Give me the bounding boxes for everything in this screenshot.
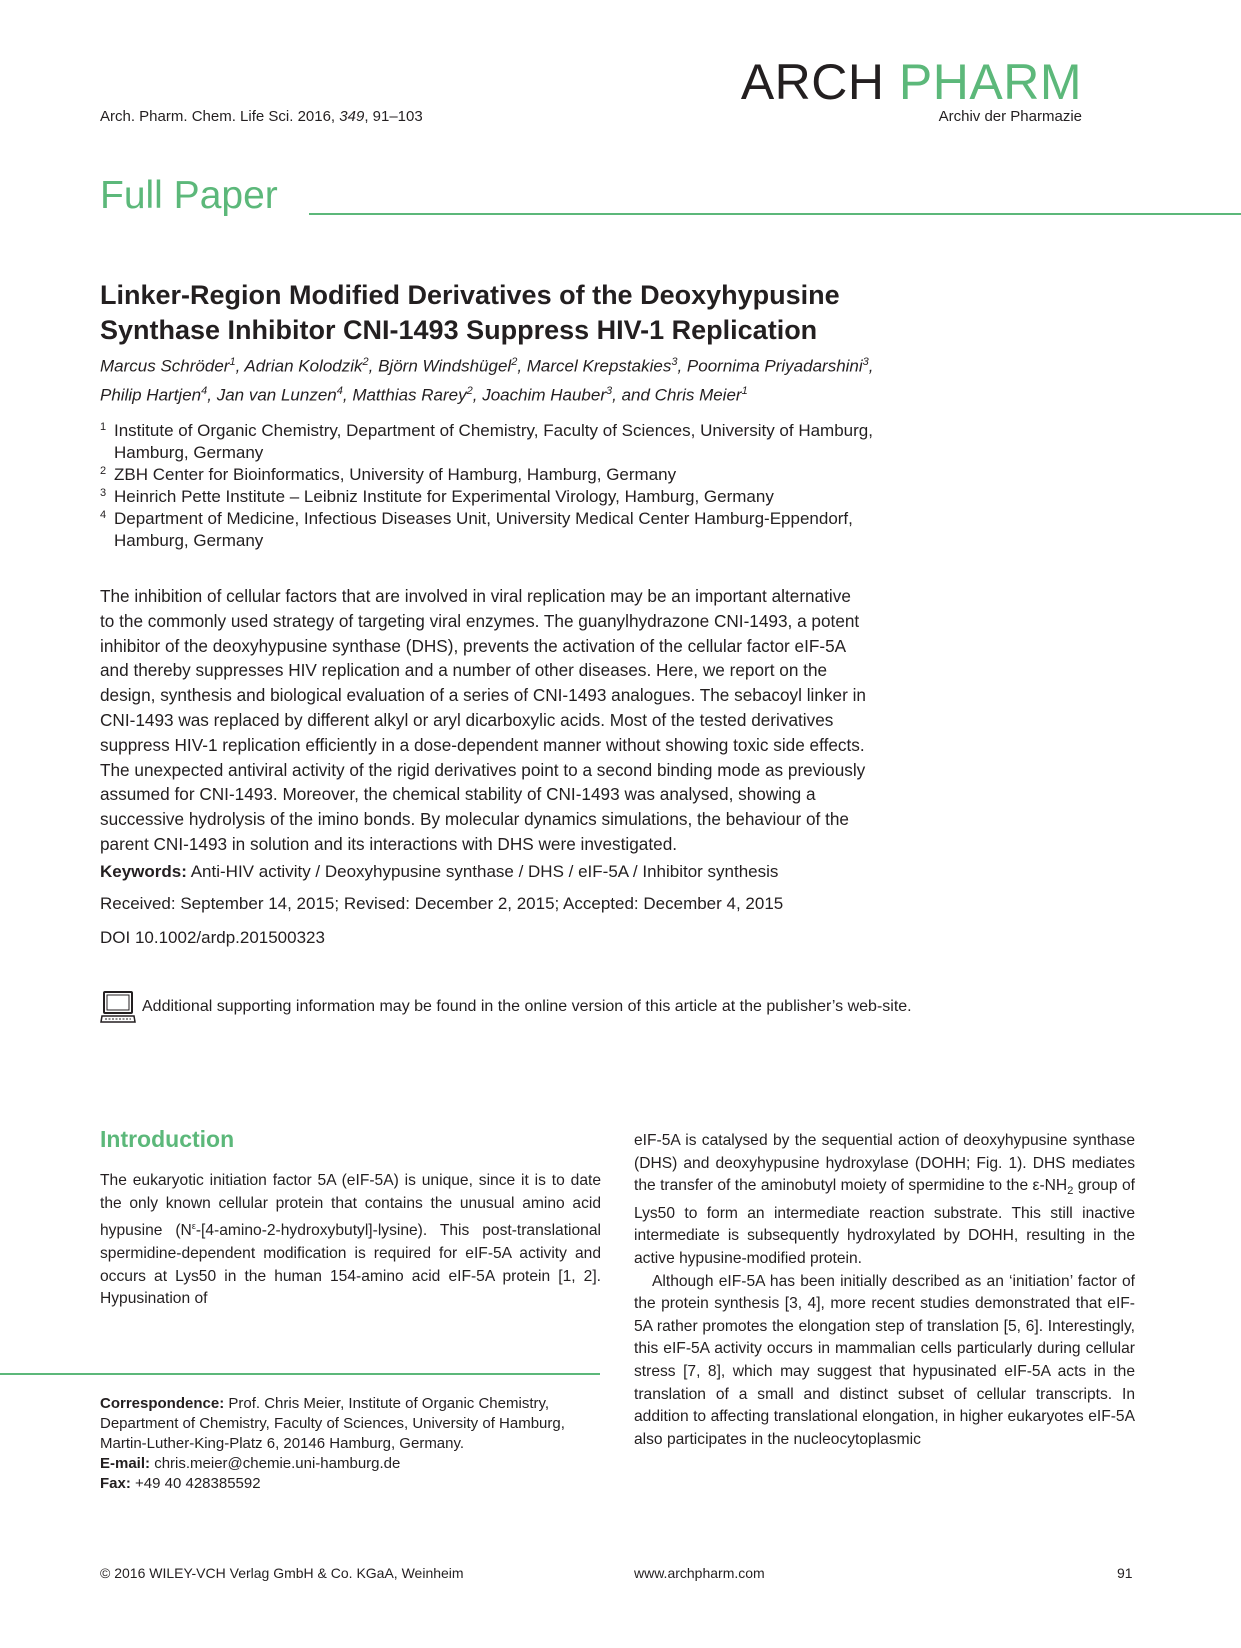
journal-reference: Arch. Pharm. Chem. Life Sci. 2016, 349, 91–103 [100, 108, 423, 125]
author-name: Adrian Kolodzik [244, 356, 363, 376]
abstract-line: The unexpected antiviral activity of the rigid derivatives point to a second binding mode as previously [100, 759, 866, 780]
affiliation-4: 4 Department of Medicine, Infectious Diseases Unit, University Medical Center Hamburg-Eppendorf, Hamburg, Germany [100, 509, 853, 550]
header-rule [309, 213, 1241, 215]
author-list: Marcus Schröder$^1$, Adrian Kolodzik$^2$, Björn Windshügel$^2$, Marcel Krepstakies$^3$, Poornima Priyadarshini$^3$, Philip Hartjen$^4$, Jan van Lunzen$^4$, Matthias Rarey$^2$, Joachim Hauber$^3$, and Chris Meier$^1$ [100, 356, 874, 405]
author-name: Philip Hartjen [100, 385, 202, 405]
affiliation-2: 2 ZBH Center for Bioinformatics, University of Hamburg, Hamburg, Germany [100, 465, 677, 484]
author-affiliation-mark: 2 [466, 384, 473, 397]
footer-website[interactable]: www.archpharm.com [634, 1565, 765, 1581]
affiliation-1: 1 Institute of Organic Chemistry, Department of Chemistry, Faculty of Sciences, University of Hamburg, Hamburg, Germany [100, 421, 873, 462]
affiliation-3: 3 Heinrich Pette Institute – Leibniz Institute for Experimental Virology, Hamburg, Germany [100, 487, 774, 506]
abstract [100, 584, 1010, 857]
abstract-line: The inhibition of cellular factors that are involved in viral replication may be an important alternative [100, 586, 851, 606]
logo-arch: ARCH [740, 54, 885, 110]
author-affiliation-mark: 1 [741, 384, 748, 397]
email-link[interactable]: chris.meier@chemie.uni-hamburg.de [154, 1455, 401, 1472]
abstract-line: assumed for CNI-1493. Moreover, the chemical stability of CNI-1493 was analysed, showing a [100, 784, 816, 805]
introduction-heading: Introduction [100, 1126, 235, 1152]
author-name: Marcus Schröder [100, 356, 230, 376]
abstract-line: inhibitor of the deoxyhypusine synthase (DHS), prevents the activation of the cellular factor eIF-5A [100, 635, 847, 656]
author-affiliation-mark: 2 [511, 356, 518, 368]
journal-volume: 349 [339, 108, 365, 125]
affiliations [100, 420, 1060, 552]
author-affiliation-mark: 1 [229, 356, 236, 368]
author-affiliation-mark: 4 [336, 384, 343, 397]
abstract-line: successive hydrolysis of the imino bonds. By molecular dynamics simulations, the behaviour of the [100, 809, 849, 830]
author-name: Marcel Krepstakies [526, 356, 672, 376]
section-label: Full Paper [100, 174, 278, 217]
supporting-info: Additional supporting information may be found in the online version of this article at the publisher’s web-site. [100, 990, 912, 1024]
abstract-line: CNI-1493 was replaced by different alkyl or aryl dicarboxylic acids. Most of the tested derivatives [100, 709, 834, 730]
footer-page-number: 91 [1117, 1565, 1133, 1581]
keywords: Keywords: Anti-HIV activity / Deoxyhypusine synthase / DHS / eIF-5A / Inhibitor synthesis [100, 862, 779, 881]
author-affiliation-mark: 3 [862, 356, 869, 368]
author-name: Jan van Lunzen [216, 385, 337, 405]
author-name: Matthias Rarey [352, 385, 467, 405]
author-name: Björn Windshügel [378, 356, 512, 376]
abstract-line: design, synthesis and biological evaluation of a series of CNI-1493 analogues. The sebacoyl linker in [100, 685, 866, 706]
correspondence-rule [0, 1373, 600, 1375]
intro-right-column: eIF-5A is catalysed by the sequential action of deoxyhypusine synthase (DHS) and deoxyhypusine hydroxylase (DOHH; Fig. 1). DHS mediates the transfer of the aminobutyl moiety of spermidine to the $\varepsilon-NH_2$ group of Lys50 to form an intermediate reaction substrate. This still inactive intermediate is subsequently hydroxylated by DOHH, resulting in the active hypusine-modified protein. Although eIF-5A has been initially described as an ‘initiation’ factor of the protein synthesis [3, 4], more recent studies demonstrated that eIF-5A rather promotes the elongation step of translation [5, 6]. Interestingly, this eIF-5A activity occurs in mammalian cells particularly during cellular stress [7, 8], which may suggest that hypusinated eIF-5A acts in the translation of a small and distinct subset of cellular transcripts. In addition to affecting translational elongation, in higher eukaryotes eIF-5A also participates in the nucleocytoplasmic [634, 1132, 1135, 1448]
correspondence: Correspondence: Prof. Chris Meier, Institute of Organic Chemistry, Department of Chemistry, Faculty of Sciences, University of Hamburg, Martin-Luther-King-Platz 6, 20146 Hamburg, Germany. E-mail: chris.meier@chemie.uni-hamburg.de Fax: +49 40 428385592 [100, 1395, 565, 1492]
journal-logo [741, 56, 1082, 125]
author-affiliation-mark: 3 [606, 384, 613, 397]
author-affiliation-mark: 4 [201, 384, 208, 397]
doi: DOI 10.1002/ardp.201500323 [100, 928, 325, 947]
author-affiliation-mark: 3 [671, 356, 678, 368]
intro-left-column: The eukaryotic initiation factor 5A (eIF-5A) is unique, since it is to date the only known cellular protein that contains the unusual amino acid hypusine $(N^\varepsilon-[4-amino-2-hydroxybutyl]-lysine)$. This post-translational spermidine-dependent modification is required for eIF-5A activity and occurs at Lys50 in the human 154-amino acid eIF-5A protein [1, 2]. Hypusination of [100, 1172, 601, 1308]
footer-copyright: © 2016 WILEY-VCH Verlag GmbH & Co. KGaA, Weinheim [100, 1565, 464, 1581]
dates: Received: September 14, 2015; Revised: December 2, 2015; Accepted: December 4, 2015 [100, 894, 784, 913]
author-name: Chris Meier [654, 385, 742, 405]
author-affiliation-mark: 2 [362, 356, 369, 368]
abstract-line: and thereby suppresses HIV replication and a number of other diseases. Here, we report on the [100, 660, 828, 681]
logo-pharm: PHARM [898, 54, 1082, 110]
abstract-line: to the commonly used strategy of targeting viral enzymes. The guanylhydrazone CNI-1493, a potent [100, 610, 860, 631]
author-name: Joachim Hauber [482, 385, 606, 405]
author-name: Poornima Priyadarshini [686, 356, 863, 376]
article-title: Linker-Region Modified Derivatives of the Deoxyhypusine Synthase Inhibitor CNI-1493 Suppress HIV-1 Replication [100, 280, 840, 345]
computer-icon [100, 990, 136, 1024]
logo-subtitle: Archiv der Pharmazie [938, 108, 1082, 125]
abstract-line: suppress HIV-1 replication efficiently in a dose-dependent manner without showing toxic side effects. [100, 734, 865, 755]
abstract-line: parent CNI-1493 in solution and its interactions with DHS were investigated. [100, 833, 678, 854]
